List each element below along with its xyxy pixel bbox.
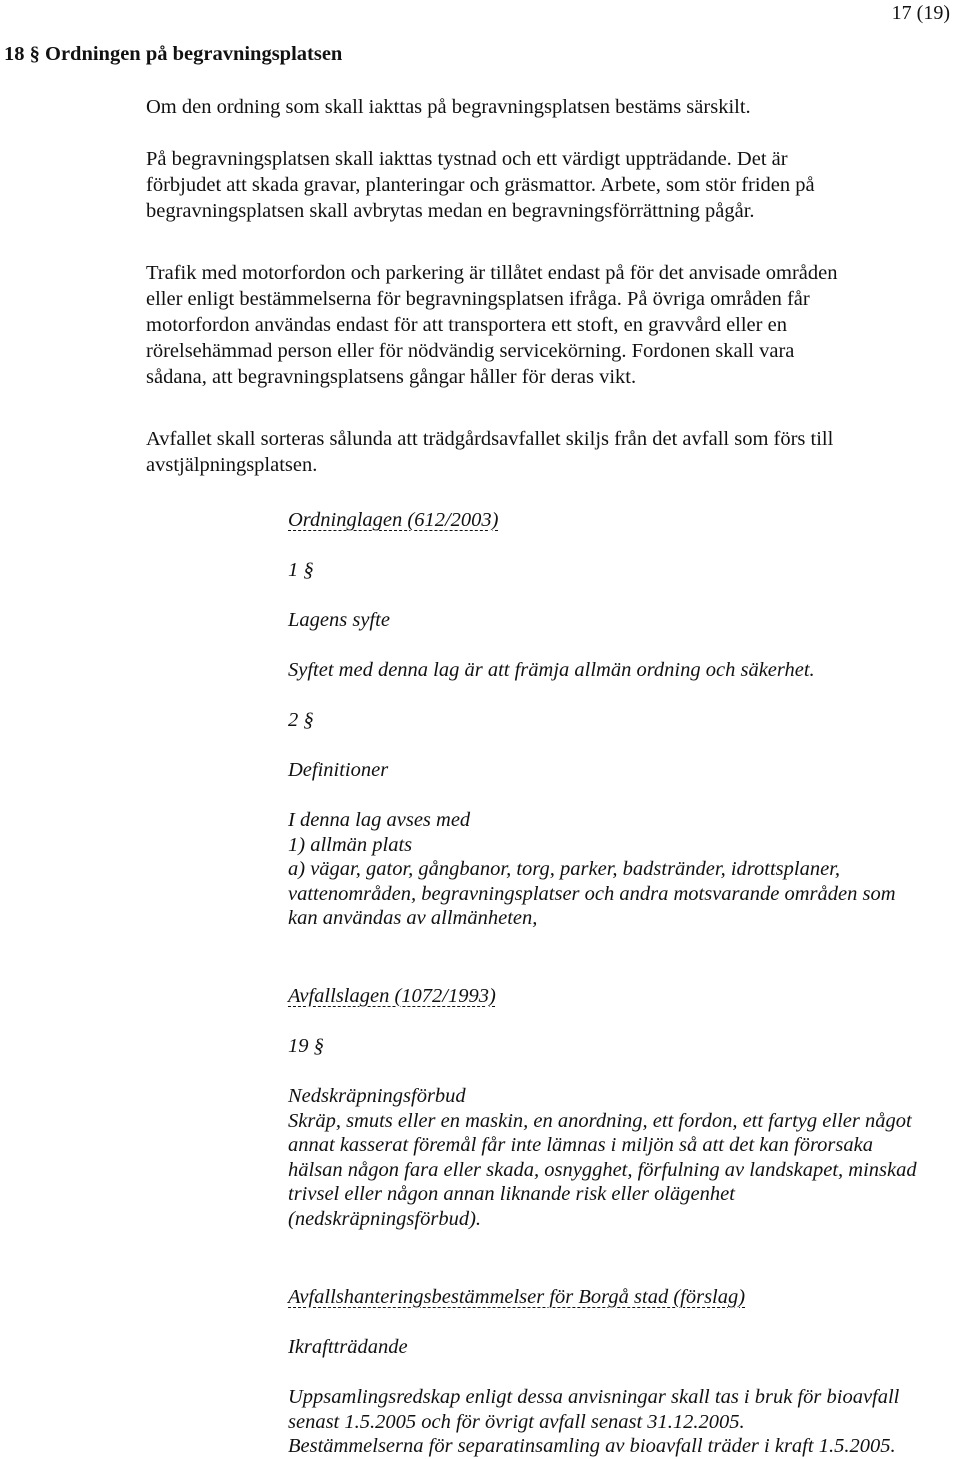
- text-line: motorfordon användas endast för att transportera ett stoft, en gravvård eller en: [146, 314, 787, 336]
- text-line: begravningsplatsen skall avbrytas medan en begravningsförrättning pågår.: [146, 200, 755, 222]
- quote-ordningslagen-title: [288, 508, 958, 533]
- text-line: Om den ordning som skall iakttas på begravningsplatsen bestäms särskilt.: [146, 96, 751, 118]
- text-line: Avfallet skall sorteras sålunda att trädgårdsavfallet skiljs från det avfall som förs till: [146, 428, 834, 450]
- law-title: Avfallshanteringsbestämmelser för Borgå stad (förslag): [288, 1286, 746, 1308]
- text-line: a) vägar, gator, gångbanor, torg, parker, badstränder, idrottsplaner,: [288, 858, 841, 880]
- quote-avfallslagen-body: [288, 1084, 958, 1231]
- paragraph-ordning: [146, 94, 958, 120]
- quote-borga-title: [288, 1285, 958, 1310]
- paragraph-trafik: [146, 260, 958, 390]
- text-line: I denna lag avses med: [288, 809, 471, 831]
- text-line: annat kasserat föremål får inte lämnas i miljön så att det kan förorsaka: [288, 1134, 873, 1156]
- section-number: 19 §: [288, 1035, 324, 1057]
- text-line: senast 1.5.2005 och för övrigt avfall senast 31.12.2005.: [288, 1410, 745, 1433]
- text-line: Bestämmelserna för separatinsamling av bioavfall träder i kraft 1.5.2005.: [288, 1435, 896, 1457]
- paragraph-avfall: [146, 426, 958, 478]
- text-line: (nedskräpningsförbud).: [288, 1207, 482, 1230]
- text-line: hälsan någon fara eller skada, osnygghet, förfulning av landskapet, minskad: [288, 1158, 917, 1181]
- section-subheading: Ikraftträdande: [288, 1336, 408, 1358]
- text-line: Uppsamlingsredskap enligt dessa anvisningar skall tas i bruk för bioavfall: [288, 1386, 900, 1408]
- text-line: Trafik med motorfordon och parkering är tillåtet endast på för det anvisade områden: [146, 262, 838, 284]
- text-line: 1) allmän plats: [288, 833, 413, 856]
- section-heading: 18 § Ordningen på begravningsplatsen: [4, 43, 343, 65]
- section-subheading: Lagens syfte: [288, 609, 390, 631]
- text-line: avstjälpningsplatsen.: [146, 454, 318, 476]
- quote-text: Syftet med denna lag är att främja allmän ordning och säkerhet.: [288, 659, 815, 681]
- text-line: trivsel eller någon annan liknande risk eller olägenhet: [288, 1183, 735, 1205]
- section-subheading: Definitioner: [288, 759, 389, 781]
- text-line: eller enligt bestämmelserna för begravningsplatsen ifråga. På övriga områden får: [146, 288, 810, 310]
- text-line: vattenområden, begravningsplatser och andra motsvarande områden som: [288, 882, 896, 905]
- text-line: rörelsehämmad person eller för nödvändig servicekörning. Fordonen skall vara: [146, 340, 795, 362]
- section-number: 2 §: [288, 709, 314, 731]
- text-line: förbjudet att skada gravar, planteringar och gräsmattor. Arbete, som stör friden på: [146, 174, 815, 196]
- quote-avfallslagen-title: [288, 984, 958, 1009]
- quote-borga-body: [288, 1385, 958, 1459]
- law-title: Avfallslagen (1072/1993): [288, 985, 496, 1007]
- page-number: 17 (19): [891, 2, 950, 24]
- section-subheading: Nedskräpningsförbud: [288, 1085, 466, 1107]
- quote-definitions: [288, 808, 958, 931]
- law-title: Ordninglagen (612/2003): [288, 509, 499, 531]
- text-line: kan användas av allmänheten,: [288, 907, 538, 929]
- paragraph-tystnad: [146, 146, 958, 224]
- section-number: 1 §: [288, 559, 314, 581]
- text-line: sådana, att begravningsplatsens gångar håller för deras vikt.: [146, 366, 637, 388]
- text-line: På begravningsplatsen skall iakttas tystnad och ett värdigt uppträdande. Det är: [146, 148, 788, 170]
- text-line: Skräp, smuts eller en maskin, en anordning, ett fordon, ett fartyg eller något: [288, 1109, 912, 1132]
